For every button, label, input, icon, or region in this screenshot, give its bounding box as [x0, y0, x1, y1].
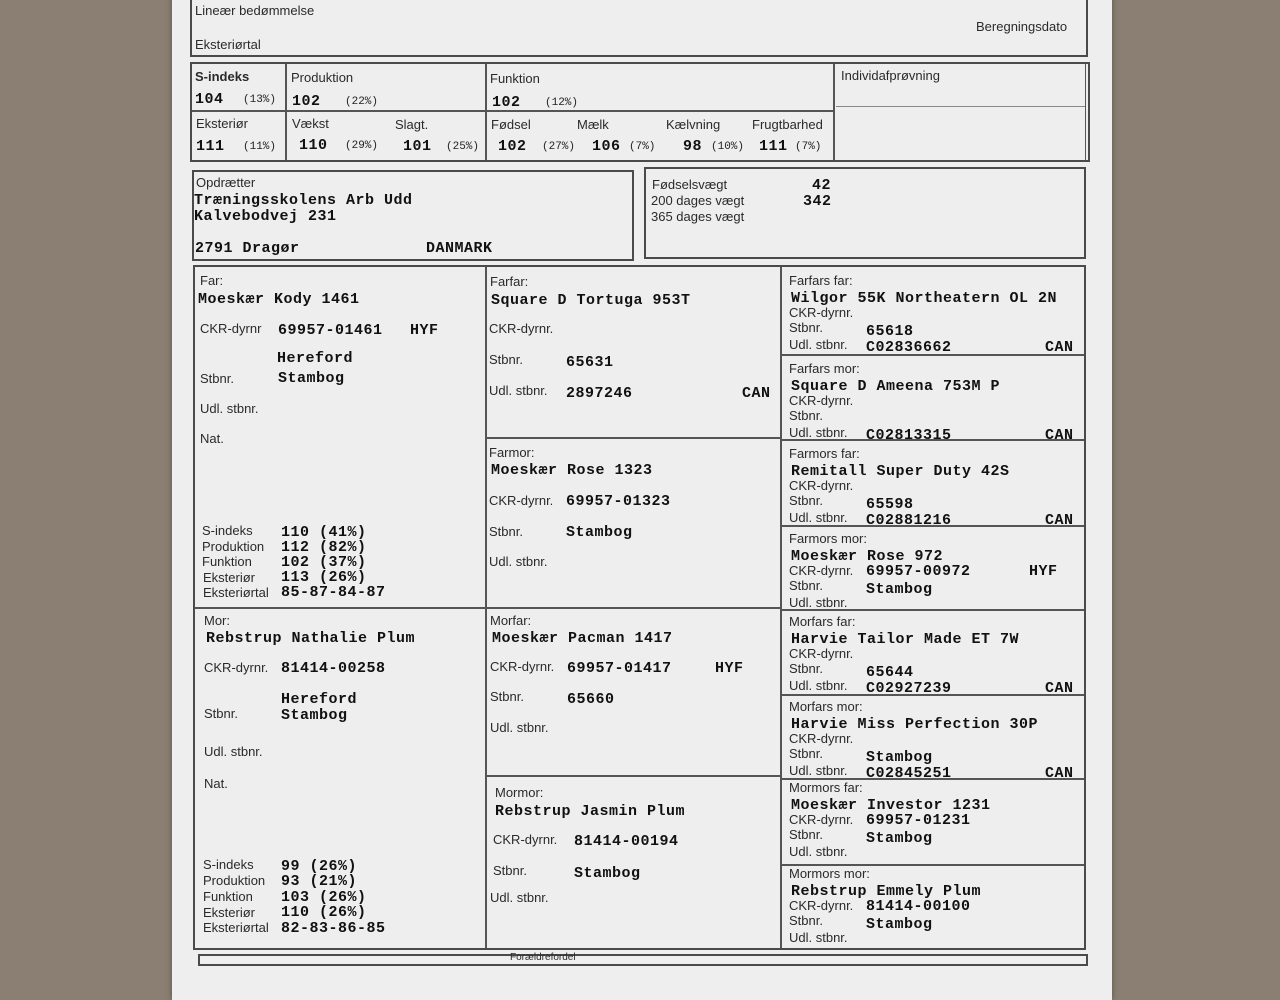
maternal-grandsire-stbnr: 65660	[567, 691, 615, 708]
sire-ckr: 69957-01461	[278, 322, 383, 339]
growth-pct: (29%)	[345, 140, 379, 152]
gg-stbnr: Stambog	[866, 749, 933, 766]
paternal-granddam-ckr: 69957-01323	[566, 493, 671, 510]
maternal-granddam-stb: Stambog	[574, 865, 641, 882]
maternal-granddam-udl-label: Udl. stbnr.	[490, 890, 549, 905]
dam-ext-label: Eksteriør	[203, 905, 255, 920]
gg-name: Wilgor 55K Northeatern OL 2N	[791, 290, 1058, 307]
gg-stbnr-label: Stbnr.	[789, 661, 823, 676]
gg-name: Harvie Tailor Made ET 7W	[791, 631, 1020, 648]
gg-udl: C02927239	[866, 680, 952, 697]
paternal-grandsire-country: CAN	[742, 385, 771, 402]
dam-stb: Stambog	[281, 707, 348, 724]
sire-breed: Hereford	[277, 350, 354, 367]
gg-stbnr: Stambog	[866, 830, 933, 847]
gg-ckr-label: CKR-dyrnr.	[789, 812, 854, 827]
gg-udl: C02845251	[866, 765, 952, 782]
gg-stbnr-label: Stbnr.	[789, 913, 823, 928]
gg-udl-label: Udl. stbnr.	[789, 425, 848, 440]
sire-func: 102 (37%)	[281, 554, 367, 571]
dam-func: 103 (26%)	[281, 889, 367, 906]
paternal-granddam-name: Moeskær Rose 1323	[491, 462, 653, 479]
gg-name: Moeskær Investor 1231	[791, 797, 991, 814]
gg-name: Rebstrup Emmely Plum	[791, 883, 982, 900]
birth-pct: (27%)	[542, 141, 576, 153]
sire-prod: 112 (82%)	[281, 539, 367, 556]
gg-label: Farfars far:	[789, 273, 853, 288]
dam-stbnr-label: Stbnr.	[204, 706, 238, 721]
gg-label: Mormors mor:	[789, 866, 870, 881]
milk-pct: (7%)	[629, 141, 656, 153]
header-box	[190, 0, 1088, 57]
sire-prod-label: Produktion	[202, 539, 265, 554]
sire-ext: 113 (26%)	[281, 569, 367, 586]
gg-udl: C02881216	[866, 512, 952, 529]
sire-func-label: Funktion	[202, 554, 252, 569]
gg-stbnr: Stambog	[866, 581, 933, 598]
gg-ckr-label: CKR-dyrnr.	[789, 393, 854, 408]
gg-stbnr-label: Stbnr.	[789, 493, 823, 508]
dam-name: Rebstrup Nathalie Plum	[206, 630, 416, 647]
exterior-label: Eksteriør	[196, 116, 248, 131]
production-value: 102	[292, 93, 321, 110]
gg-udl-label: Udl. stbnr.	[789, 337, 848, 352]
maternal-grandsire-ckr: 69957-01417	[567, 660, 672, 677]
dam-sindex: 99 (26%)	[281, 858, 358, 875]
gg-stbnr: Stambog	[866, 916, 933, 933]
paternal-grandsire-udl-label: Udl. stbnr.	[489, 383, 548, 398]
maternal-granddam-stbnr-label: Stbnr.	[493, 863, 527, 878]
gg-label: Morfars mor:	[789, 699, 863, 714]
dam-ext: 110 (26%)	[281, 904, 367, 921]
exterior-pct: (11%)	[243, 141, 277, 153]
breeder-city: 2791 Dragør	[195, 240, 300, 257]
gg-ckr: 81414-00100	[866, 898, 971, 915]
gg-udl-label: Udl. stbnr.	[789, 595, 848, 610]
gg-udl-label: Udl. stbnr.	[789, 844, 848, 859]
maternal-granddam-label: Mormor:	[495, 785, 544, 800]
birth-weight-label: Fødselsvægt	[652, 177, 728, 192]
gg-country: CAN	[1045, 512, 1074, 529]
gg-country: CAN	[1045, 339, 1074, 356]
sire-ckr-flag: HYF	[410, 322, 439, 339]
paternal-granddam-stb: Stambog	[566, 524, 633, 541]
milk-value: 106	[592, 138, 621, 155]
maternal-granddam-ckr: 81414-00194	[574, 833, 679, 850]
gg-udl-label: Udl. stbnr.	[789, 678, 848, 693]
sire-sindex: 110 (41%)	[281, 524, 367, 541]
gg-label: Morfars far:	[789, 614, 856, 629]
gg-udl: C02836662	[866, 339, 952, 356]
fertility-pct: (7%)	[795, 141, 822, 153]
milk-label: Mælk	[577, 117, 609, 132]
paternal-grandsire-name: Square D Tortuga 953T	[491, 292, 691, 309]
gg-stbnr-label: Stbnr.	[789, 827, 823, 842]
s-index-pct: (13%)	[243, 94, 277, 106]
slaughter-value: 101	[403, 138, 432, 155]
paternal-granddam-stbnr-label: Stbnr.	[489, 524, 523, 539]
dam-prod-label: Produktion	[203, 873, 266, 888]
breeder-country: DANMARK	[426, 240, 493, 257]
paternal-grandsire-label: Farfar:	[490, 274, 529, 289]
fertility-label: Frugtbarhed	[752, 117, 823, 132]
dam-breed: Hereford	[281, 691, 358, 708]
gg-flag: HYF	[1029, 563, 1058, 580]
gg-label: Farfars mor:	[789, 361, 860, 376]
dam-prod: 93 (21%)	[281, 873, 358, 890]
gg-label: Mormors far:	[789, 780, 863, 795]
sire-sindex-label: S-indeks	[202, 523, 253, 538]
gg-udl-label: Udl. stbnr.	[789, 763, 848, 778]
exterior-value: 111	[196, 138, 225, 155]
calc-date-label: Beregningsdato	[976, 19, 1068, 34]
weight-200-value: 342	[803, 193, 832, 210]
sire-stb: Stambog	[278, 370, 345, 387]
dam-label: Mor:	[204, 613, 230, 628]
exterior-score-label: Eksteriørtal	[195, 37, 261, 52]
function-pct: (12%)	[545, 97, 579, 109]
gg-country: CAN	[1045, 427, 1074, 444]
calving-label: Kælvning	[666, 117, 721, 132]
breeder-label: Opdrætter	[196, 175, 256, 190]
dam-udl-label: Udl. stbnr.	[204, 744, 263, 759]
gg-udl-label: Udl. stbnr.	[789, 510, 848, 525]
dam-nat-label: Nat.	[204, 776, 228, 791]
gg-name: Moeskær Rose 972	[791, 548, 944, 565]
sire-ckr-label: CKR-dyrnr	[200, 321, 262, 336]
gg-stbnr: 65598	[866, 496, 914, 513]
gg-ckr-label: CKR-dyrnr.	[789, 898, 854, 913]
gg-ckr-label: CKR-dyrnr.	[789, 731, 854, 746]
linear-label: Lineær bedømmelse	[195, 3, 315, 18]
function-value: 102	[492, 94, 521, 111]
sire-ext-label: Eksteriør	[203, 570, 255, 585]
sire-label: Far:	[200, 273, 224, 288]
production-label: Produktion	[291, 70, 354, 85]
gg-label: Farmors far:	[789, 446, 860, 461]
paternal-granddam-ckr-label: CKR-dyrnr.	[489, 493, 554, 508]
slaughter-label: Slagt.	[395, 117, 429, 132]
dam-sindex-label: S-indeks	[203, 857, 254, 872]
maternal-grandsire-ckr-label: CKR-dyrnr.	[490, 659, 555, 674]
gg-country: CAN	[1045, 680, 1074, 697]
gg-ckr: 69957-01231	[866, 812, 971, 829]
maternal-grandsire-udl-label: Udl. stbnr.	[490, 720, 549, 735]
paternal-granddam-udl-label: Udl. stbnr.	[489, 554, 548, 569]
gg-ckr-label: CKR-dyrnr.	[789, 478, 854, 493]
gg-stbnr-label: Stbnr.	[789, 320, 823, 335]
footer-label: Forældrefordel	[510, 952, 576, 963]
paternal-granddam-label: Farmor:	[489, 445, 535, 460]
breeder-name: Træningsskolens Arb Udd	[194, 192, 413, 209]
paternal-grandsire-ckr-label: CKR-dyrnr.	[489, 321, 554, 336]
dam-exttal: 82-83-86-85	[281, 920, 386, 937]
gg-label: Farmors mor:	[789, 531, 867, 546]
gg-stbnr-label: Stbnr.	[789, 746, 823, 761]
dam-func-label: Funktion	[203, 889, 253, 904]
sire-exttal-label: Eksteriørtal	[203, 585, 269, 600]
slaughter-pct: (25%)	[446, 141, 480, 153]
s-index-value: 104	[195, 91, 224, 108]
breeder-street: Kalvebodvej 231	[194, 208, 337, 225]
dam-exttal-label: Eksteriørtal	[203, 920, 269, 935]
gg-udl: C02813315	[866, 427, 952, 444]
paternal-grandsire-udl: 2897246	[566, 385, 633, 402]
growth-label: Vækst	[292, 116, 329, 131]
sire-name: Moeskær Kody 1461	[198, 291, 360, 308]
gg-ckr-label: CKR-dyrnr.	[789, 563, 854, 578]
individual-test-label: Individafprøvning	[841, 68, 940, 83]
birth-label: Fødsel	[491, 117, 531, 132]
dam-ckr: 81414-00258	[281, 660, 386, 677]
sire-nat-label: Nat.	[200, 431, 224, 446]
function-label: Funktion	[490, 71, 540, 86]
gg-stbnr: 65618	[866, 323, 914, 340]
gg-ckr-label: CKR-dyrnr.	[789, 646, 854, 661]
birth-value: 102	[498, 138, 527, 155]
s-index-label: S-indeks	[195, 69, 250, 84]
maternal-granddam-name: Rebstrup Jasmin Plum	[495, 803, 686, 820]
gg-name: Harvie Miss Perfection 30P	[791, 716, 1039, 733]
growth-value: 110	[299, 137, 328, 154]
weight-200-label: 200 dages vægt	[651, 193, 745, 208]
gg-stbnr-label: Stbnr.	[789, 408, 823, 423]
gg-stbnr-label: Stbnr.	[789, 578, 823, 593]
sire-exttal: 85-87-84-87	[281, 584, 386, 601]
gg-ckr-label: CKR-dyrnr.	[789, 305, 854, 320]
gg-country: CAN	[1045, 765, 1074, 782]
gg-stbnr: 65644	[866, 664, 914, 681]
birth-weight-value: 42	[812, 177, 832, 194]
maternal-grandsire-label: Morfar:	[490, 613, 532, 628]
maternal-grandsire-stbnr-label: Stbnr.	[490, 689, 524, 704]
gg-udl-label: Udl. stbnr.	[789, 930, 848, 945]
maternal-grandsire-ckr-flag: HYF	[715, 660, 744, 677]
paternal-grandsire-stbnr: 65631	[566, 354, 614, 371]
maternal-grandsire-name: Moeskær Pacman 1417	[492, 630, 673, 647]
gg-ckr: 69957-00972	[866, 563, 971, 580]
footer-box	[198, 954, 1088, 966]
paternal-grandsire-stbnr-label: Stbnr.	[489, 352, 523, 367]
calving-value: 98	[683, 138, 703, 155]
dam-ckr-label: CKR-dyrnr.	[204, 660, 269, 675]
sire-udl-label: Udl. stbnr.	[200, 401, 259, 416]
fertility-value: 111	[759, 138, 788, 155]
production-pct: (22%)	[345, 96, 379, 108]
calving-pct: (10%)	[711, 141, 745, 153]
gg-name: Remitall Super Duty 42S	[791, 463, 1010, 480]
maternal-granddam-ckr-label: CKR-dyrnr.	[493, 832, 558, 847]
sire-stbnr-label: Stbnr.	[200, 371, 234, 386]
weight-365-label: 365 dages vægt	[651, 209, 745, 224]
gg-name: Square D Ameena 753M P	[791, 378, 1001, 395]
